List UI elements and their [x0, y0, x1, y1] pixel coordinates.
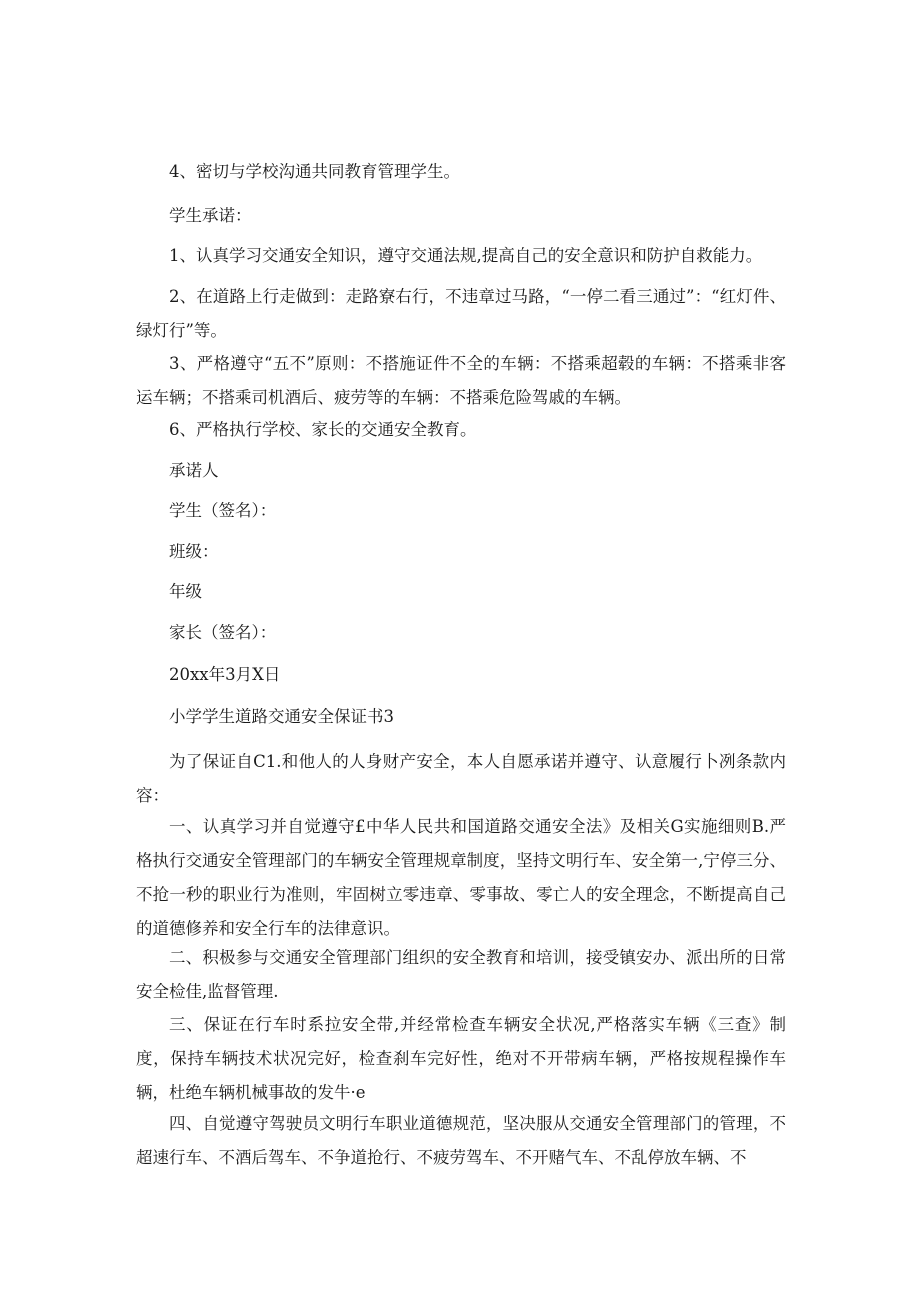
- paragraph-promisor-label: 承诺人: [169, 461, 219, 480]
- paragraph-student-signature: 学生（签名）：: [169, 501, 277, 520]
- paragraph-class: 班级：: [169, 542, 219, 561]
- paragraph-section-title: 小学学生道路交通安全保证书3: [169, 707, 394, 726]
- paragraph-pledge-6: 6、严格执行学校、家长的交通安全教育。: [169, 420, 477, 439]
- paragraph-intro: 为了保证自C1.和他人的人身财产安全，本人自愿承诺并遵守、认意履行卜冽条款内容：: [136, 752, 786, 805]
- paragraph-clause-2: 二、积极参与交通安全管理部门组织的安全教育和培训，接受镇安办、派出所的日常安全检佳,监督管理.: [136, 948, 786, 1001]
- paragraph-grade: 年级: [169, 582, 202, 601]
- paragraph-item-4: 4、密切与学校沟通共同教育管理学生。: [169, 162, 460, 181]
- paragraph-clause-1: 一、认真学习并自觉遵守£中华人民共和国道路交通安全法》及相关G实施细则B.严格执行交通安全管理部门的车辆安全管理规章制度，坚持文明行车、安全第一,宁停三分、不抢一秒的职业行为准则，牢固树立零违章、零事故、零亡人的安全理念，不断提高自己的道德修养和安全行车的法律意识。: [136, 817, 786, 938]
- paragraph-pledge-1: 1、认真学习交通安全知识，遵守交通法规,提高自己的安全意识和防护自救能力。: [169, 246, 763, 265]
- paragraph-date: 20xx年3月X日: [169, 665, 281, 684]
- paragraph-pledge-3: 3、严格遵守“五不”原则：不搭施证件不全的车辆：不搭乘超毂的车辆：不搭乘非客运车辆；不搭乘司机酒后、疲劳等的车辆：不搭乘危险驾戚的车辆。: [136, 354, 786, 407]
- paragraph-parent-signature: 家长（签名）：: [169, 623, 277, 642]
- paragraph-student-pledge-heading: 学生承诺：: [169, 206, 252, 225]
- paragraph-clause-4: 四、自觉遵守驾驶员文明行车职业道德规范，坚决服从交通安全管理部门的管理，不超速行车、不酒后驾车、不争道抢行、不疲劳驾车、不开赌气车、不乱停放车辆、不: [136, 1114, 786, 1167]
- paragraph-clause-3: 三、保证在行车时系拉安全带,并经常检查车辆安全状况,严格落实车辆《三查》制度，保持车辆技术状况完好，检查刹车完好性，绝对不开带病车辆，严格按规程操作车辆，杜绝车辆机械事故的发牛·e: [136, 1015, 786, 1102]
- paragraph-pledge-2: 2、在道路上行走做到：走路寮右行，不违章过马路，“一停二看三通过”：“红灯件、绿灯行”等。: [136, 287, 786, 340]
